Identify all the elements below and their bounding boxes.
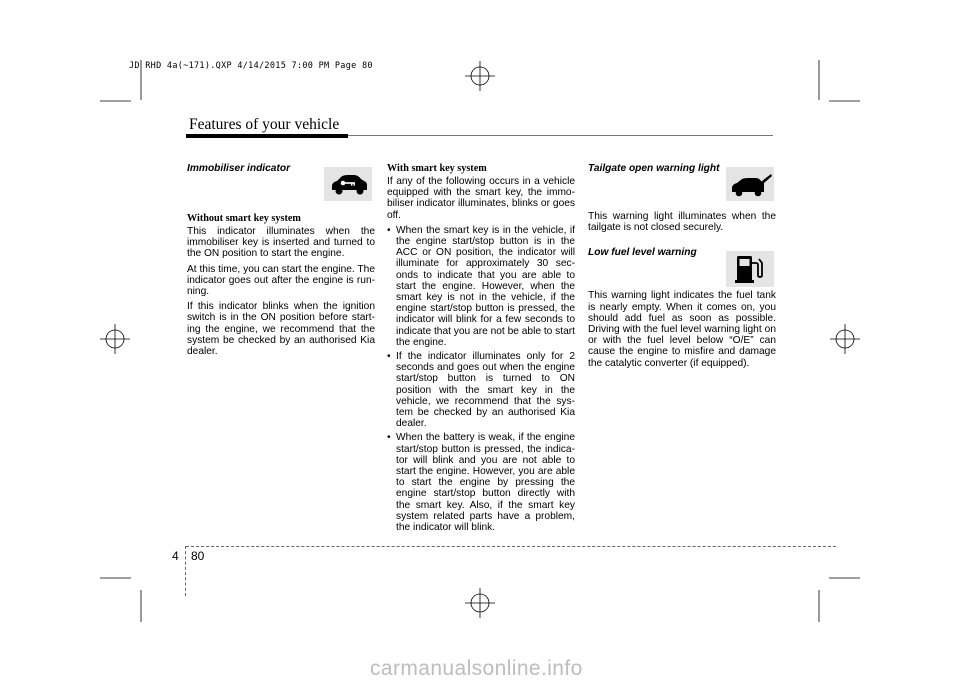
list-item: • If the indicator illuminates only for 2 seconds and goes out when the engine start/stop button is turned to ON position with the smart key in the vehicle, we recommend that the sys-tem be checked by an authorised Kia dealer.	[387, 351, 575, 429]
low-fuel-paragraph: This warning light indicates the fuel tank is nearly empty. When it comes on, you should add fuel as soon as possible. Driving with the fuel level warning light on or with the fuel level below “O/E” can cause the engine to misfire and damage the catalytic converter (if equipped).	[588, 290, 776, 369]
smart-key-bullet-list	[387, 225, 575, 533]
list-item: • When the battery is weak, if the engine start/stop button is pressed, the indica-tor will blink and you are not able to start the engine. However, you are able to start the engine by pressing the engine start/stop button directly with the smart key. Also, if the smart key system related parts have a problem, the indicator will blink.	[387, 432, 575, 533]
print-slug: JD RHD 4a(~171).QXP 4/14/2015 7:00 PM Page 80	[129, 61, 373, 71]
immobiliser-car-key-icon	[324, 167, 372, 201]
tailgate-open-car-icon	[726, 167, 774, 201]
fuel-pump-icon	[726, 251, 774, 287]
tailgate-open-heading: Tailgate open warning light	[588, 163, 720, 174]
footer-rule	[186, 546, 836, 547]
with-smart-key-subheading: With smart key system	[387, 163, 487, 174]
page-header-title: Features of your vehicle	[189, 116, 340, 133]
list-item: • When the smart key is in the vehicle, if the engine start/stop button is in the ACC or ON position, the indicator will illuminate for approximately 30 sec-onds to indicate that you are able to start the engine. However, when the smart key is not in the vehicle, if the engine start/stop button is pressed, the indicator will blink for a few seconds to indicate that you are not be able to start the engine.	[387, 225, 575, 348]
immobiliser-indicator-heading: Immobiliser indicator	[187, 163, 291, 174]
tailgate-paragraph: This warning light illuminates when the tailgate is not closed securely.	[588, 211, 776, 234]
watermark: carmanualsonline.info	[370, 657, 583, 680]
paragraph: At this time, you can start the engine. The indicator goes out after the engine is run-ning.	[187, 263, 375, 298]
footer-divider	[185, 546, 186, 596]
middle-column	[387, 163, 575, 536]
header-accent-bar	[186, 134, 348, 138]
low-fuel-heading: Low fuel level warning	[588, 247, 697, 259]
paragraph: If this indicator blinks when the ignition switch is in the ON position before start-ing the engine, we recommend that the system be checked by an authorised Kia dealer.	[187, 301, 375, 358]
chapter-number: 4	[172, 549, 179, 563]
intro-paragraph: If any of the following occurs in a vehicle equipped with the smart key, the immo-biliser indicator illuminates, blinks or goes off.	[387, 176, 575, 221]
page-number: 80	[191, 549, 205, 563]
paragraph: This indicator illuminates when the immobiliser key is inserted and turned to the ON position to start the engine.	[187, 226, 375, 260]
without-smart-key-subheading: Without smart key system	[187, 213, 301, 224]
